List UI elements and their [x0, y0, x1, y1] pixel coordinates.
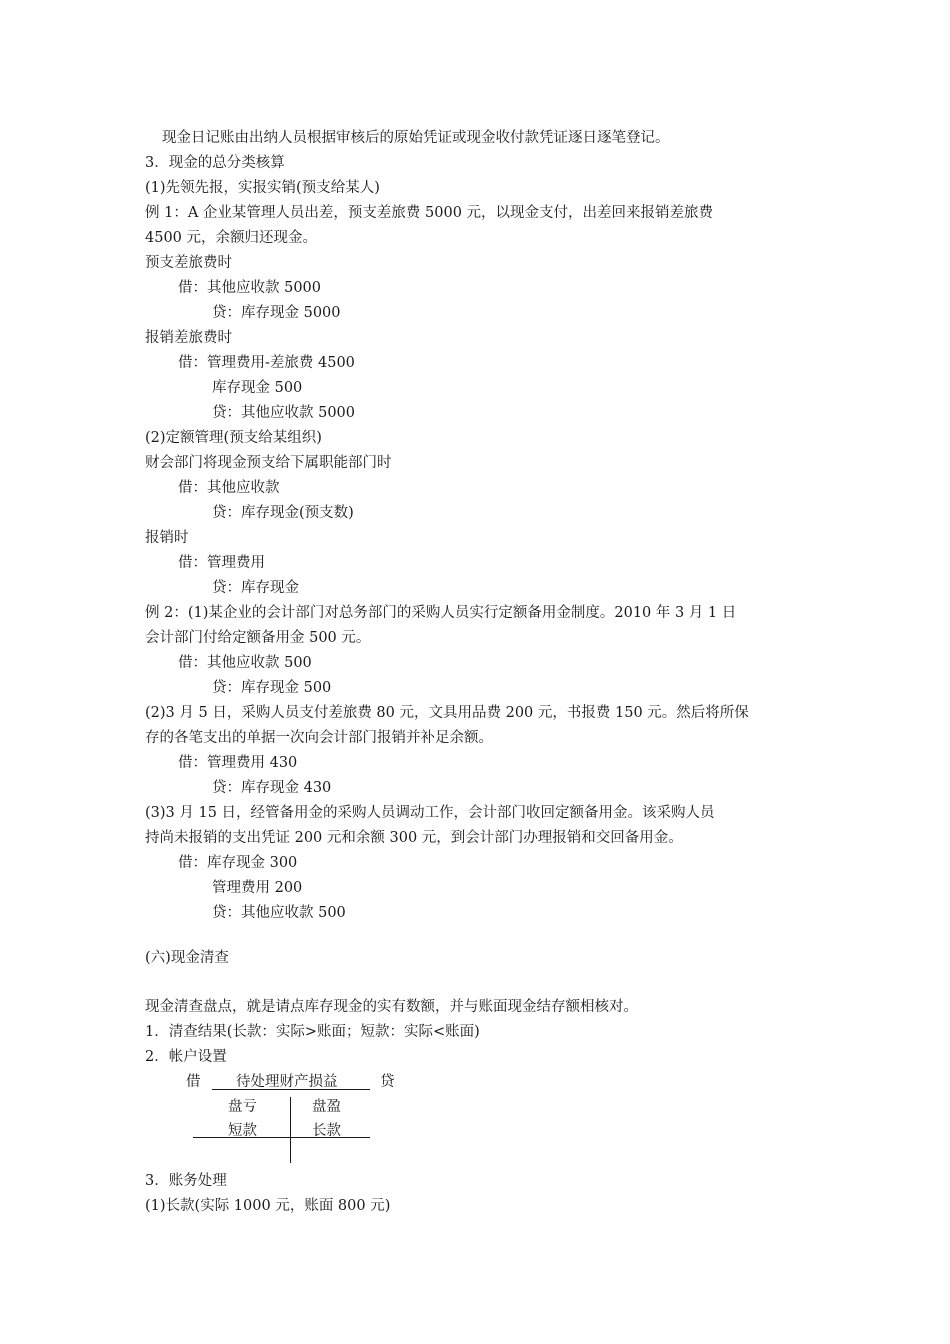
text-line: 预支差旅费时 [145, 255, 232, 271]
t-account-bottom-rule [193, 1137, 370, 1138]
journal-debit: 借：其他应收款 500 [178, 655, 312, 671]
text-line: 1．清查结果(长款：实际>账面；短款：实际<账面) [145, 1024, 480, 1040]
journal-credit: 贷：其他应收款 5000 [212, 405, 356, 421]
t-account-credit-label: 贷 [380, 1074, 395, 1090]
journal-credit: 贷：库存现金 5000 [212, 305, 341, 321]
subsection-heading: (1)先领先报，实报实销(预支给某人) [145, 180, 380, 196]
text-line: 报销差旅费时 [145, 330, 232, 346]
journal-debit: 借：管理费用 [178, 555, 265, 571]
journal-debit: 库存现金 500 [212, 380, 303, 396]
journal-debit: 借：其他应收款 [178, 480, 280, 496]
journal-credit: 贷：库存现金 [212, 580, 299, 596]
example-text: 会计部门付给定额备用金 500 元。 [145, 630, 371, 646]
text-line: 报销时 [145, 530, 189, 546]
journal-credit: 贷：库存现金 500 [212, 680, 332, 696]
example-text: 4500 元，余额归还现金。 [145, 230, 318, 246]
example-text: 例 1：A 企业某管理人员出差，预支差旅费 5000 元，以现金支付，出差回来报销差旅费 [145, 205, 714, 221]
journal-credit: 贷：其他应收款 500 [212, 905, 346, 921]
text-line: 现金日记账由出纳人员根据审核后的原始凭证或现金收付款凭证逐日逐笔登记。 [162, 130, 670, 146]
journal-credit: 贷：库存现金 430 [212, 780, 332, 796]
text-line: 财会部门将现金预支给下属职能部门时 [145, 455, 392, 471]
section-heading: (六)现金清查 [145, 950, 229, 966]
text-line: 2．帐户设置 [145, 1049, 227, 1065]
t-account-left-entry: 盘亏 [228, 1099, 257, 1115]
t-account-debit-label: 借 [186, 1074, 201, 1090]
t-account-header-rule [212, 1089, 370, 1090]
example-text: 存的各笔支出的单据一次向会计部门报销并补足余额。 [145, 730, 493, 746]
t-account-name: 待处理财产损益 [236, 1074, 338, 1090]
example-text: 例 2：(1)某企业的会计部门对总务部门的采购人员实行定额备用金制度。2010 年 3 月 1 日 [145, 605, 737, 621]
journal-credit: 贷：库存现金(预支数) [212, 505, 354, 521]
t-account-divider [290, 1097, 291, 1163]
section-heading: 3．账务处理 [145, 1173, 227, 1189]
example-text: (3)3 月 15 日，经管备用金的采购人员调动工作，会计部门收回定额备用金。该采购人员 [145, 805, 715, 821]
subsection-heading: (2)定额管理(预支给某组织) [145, 430, 322, 446]
section-heading: 3．现金的总分类核算 [145, 155, 285, 171]
journal-debit: 借：库存现金 300 [178, 855, 298, 871]
t-account-right-entry: 盘盈 [312, 1099, 341, 1115]
text-line: 现金清查盘点，就是请点库存现金的实有数额，并与账面现金结存额相核对。 [145, 999, 638, 1015]
journal-debit: 借：其他应收款 5000 [178, 280, 322, 296]
journal-debit: 借：管理费用 430 [178, 755, 298, 771]
t-account-left-entry: 短款 [228, 1123, 257, 1139]
example-text: (2)3 月 5 日，采购人员支付差旅费 80 元，文具用品费 200 元，书报费 150 元。然后将所保 [145, 705, 749, 721]
subsection-heading: (1)长款(实际 1000 元，账面 800 元) [145, 1198, 391, 1214]
journal-debit: 管理费用 200 [212, 880, 303, 896]
journal-debit: 借：管理费用-差旅费 4500 [178, 355, 355, 371]
example-text: 持尚未报销的支出凭证 200 元和余额 300 元，到会计部门办理报销和交回备用金。 [145, 830, 683, 846]
t-account-right-entry: 长款 [312, 1123, 341, 1139]
